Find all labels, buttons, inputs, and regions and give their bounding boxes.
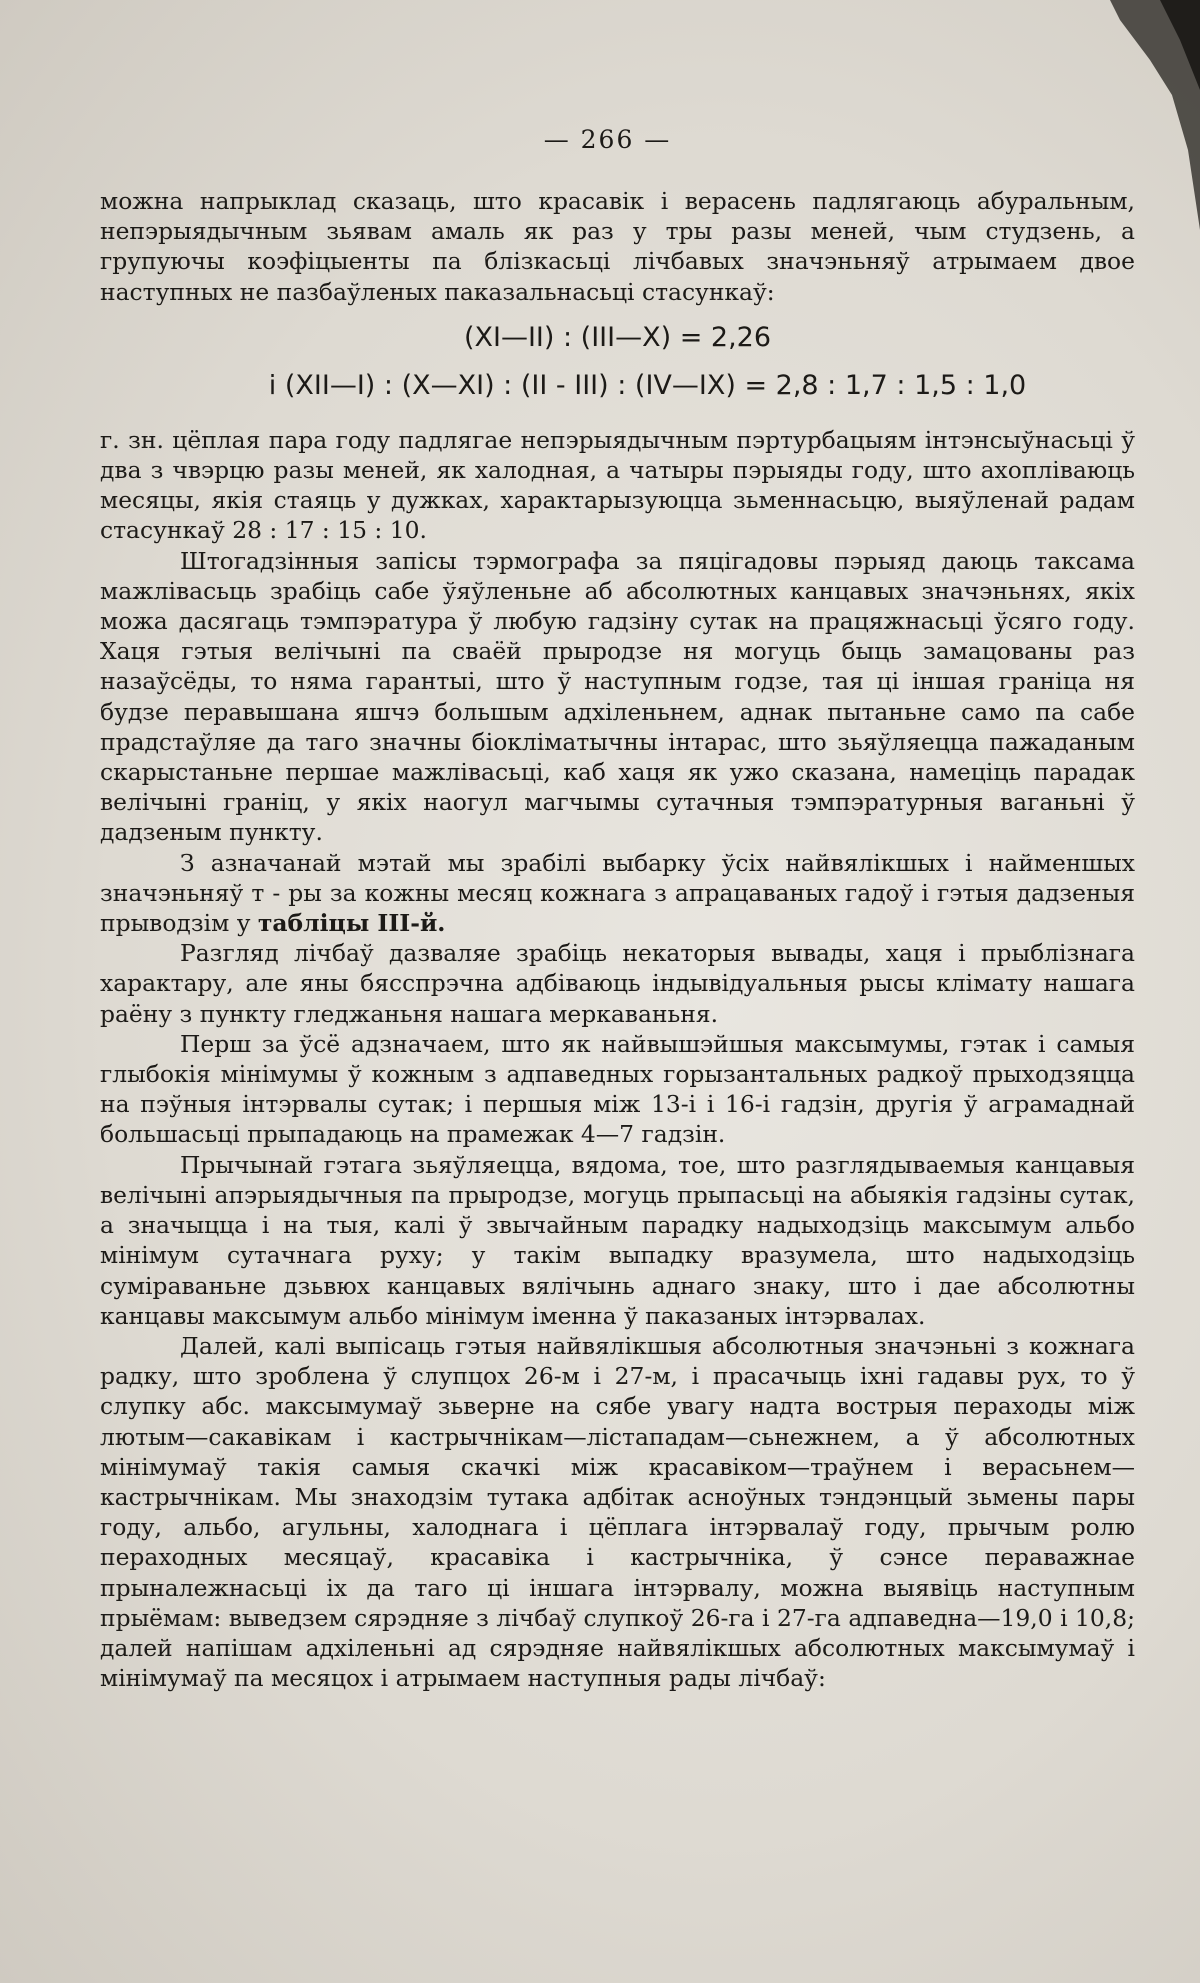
paragraph: Перш за ўсё адзначаем, што як найвышэйшыя максымумы, гэтак і самыя глыбокія мінімумы ў кожным з адпаведных горызантальных радкоў прыходзяцца на пэўныя інтэрвалы сутак; і першыя між 13-і і 16-і гадзін, другія ў аграмаднай большасьці прыпадаюць на прамежак 4—7 гадзін. <box>100 1029 1135 1149</box>
formula-ratio-1: (XI—II) : (III—X) = 2,26 <box>463 321 772 353</box>
page-number: — 266 — <box>543 125 672 154</box>
paragraph: Далей, калі выпісаць гэтыя найвялікшыя абсолютныя значэньні з кожнага радку, што зроблена ў слупцох 26-м і 27-м, і прасачыць іхні гадавы рух, то ў слупку абс. максымумаў зьверне на сябе увагу надта вострыя пераходы між лютым—сакавікам і кастрычнікам—лістападам—сьнежнем, а ў абсолютных мінімумаў такія самыя скачкі між красавіком—траўнем і верасьнем—кастрычнікам. Мы знаходзім тутака адбітак асноўных тэндэнцый зьмены пары году, альбо, агульны, халоднага і цёплага інтэрвалаў году, прычым ролю пераходных месяцаў, красавіка і кастрычніка, ў сэнсе пераважнае прыналежнасьці іх да таго ці іншага інтэрвалу, можна выявіць наступным прыёмам: выведзем сярэдняе з лічбаў слупкоў 26-га і 27-га адпаведна—19,0 і 10,8; далей напішам адхіленьні ад сярэдняе найвялікшых абсолютных максымумаў і мінімумаў па месяцох і атрымаем наступныя рады лічбаў: <box>100 1331 1135 1693</box>
paragraph: Прычынай гэтага зьяўляецца, вядома, тое, што разглядываемыя канцавыя велічыні апэрыядычныя па прыродзе, могуць прыпасьці на абыякія гадзіны сутак, а значыцца і на тыя, калі ў звычайным парадку надыходзіць максымум альбо мінімум сутачнага руху; у такім выпадку вразумела, што надыходзіць суміраваньне дзьвюх канцавых вялічынь аднаго знаку, што і дае абсолютны канцавы максымум альбо мінімум іменна ў паказаных інтэрвалах. <box>100 1150 1135 1330</box>
paragraph: можна напрыклад сказаць, што красавік і верасень падлягаюць абуральным, непэрыядычным зьявам амаль як раз у тры разы меней, чым студзень, а групуючы коэфіцыенты па блізкасьці лічбавых значэньняў атрымаем двое наступных не пазбаўленых паказальнасьці стасункаў: <box>100 187 1135 306</box>
table-reference: табліцы III-й. <box>257 909 446 938</box>
paragraph: г. зн. цёплая пара году падлягае непэрыядычным пэртурбацыям інтэнсыўнасьці ў два з чвэрцю разы меней, як халодная, а чатыры пэрыяды году, што ахопліваюць месяцы, якія стаяць у дужках, характарызуюцца зьменнасьцю, выяўленай радам стасункаў 28 : 17 : 15 : 10. <box>100 425 1135 545</box>
document-page <box>100 125 1135 1693</box>
paragraph: Штогадзінныя запісы тэрмографа за пяцігадовы пэрыяд даюць таксама мажлівасьць зрабіць сабе ўяўленьне аб абсолютных канцавых значэньнях, якіх можа дасягаць тэмпэратура ў любую гадзіну сутак на працяжнасьці ўсяго году. Хаця гэтыя велічыні па сваёй прыродзе ня могуць быць замацованы раз назаўсёды, то няма гарантыі, што ў наступным годзе, тая ці іншая граніца ня будзе перавышана яшчэ большым адхіленьнем, аднак пытаньне само па сабе прадстаўляе да таго значны біокліматычны інтарас, што зьяўляецца пажаданым скарыстаньне першае мажлівасьці, каб хаця як ужо сказана, намеціць парадак велічыні граніц, у якіх наогул магчымы сутачныя тэмпэратурныя ваганьні ў дадзеным пункту. <box>100 546 1135 847</box>
paragraph-table-reference <box>100 848 1135 939</box>
formula-ratio-2: і (XII—I) : (X—XI) : (II - III) : (IV—IX) = 2,8 : 1,7 : 1,5 : 1,0 <box>268 369 1027 401</box>
paragraph: Разгляд лічбаў дазваляе зрабіць некаторыя вывады, хаця і прыблізнага характару, але яны бясспрэчна адбіваюць індывідуальныя рысы клімату нашага раёну з пункту гледжаньня нашага меркаваньня. <box>100 939 1135 1028</box>
paragraph-text: З азначанай мэтай мы зрабілі выбарку ўсіх найвялікшых і найменшых значэньняў т - ры за кожны месяц кожнага з апрацаваных гадоў і гэтыя дадзеныя прыводзім у <box>100 848 1135 938</box>
